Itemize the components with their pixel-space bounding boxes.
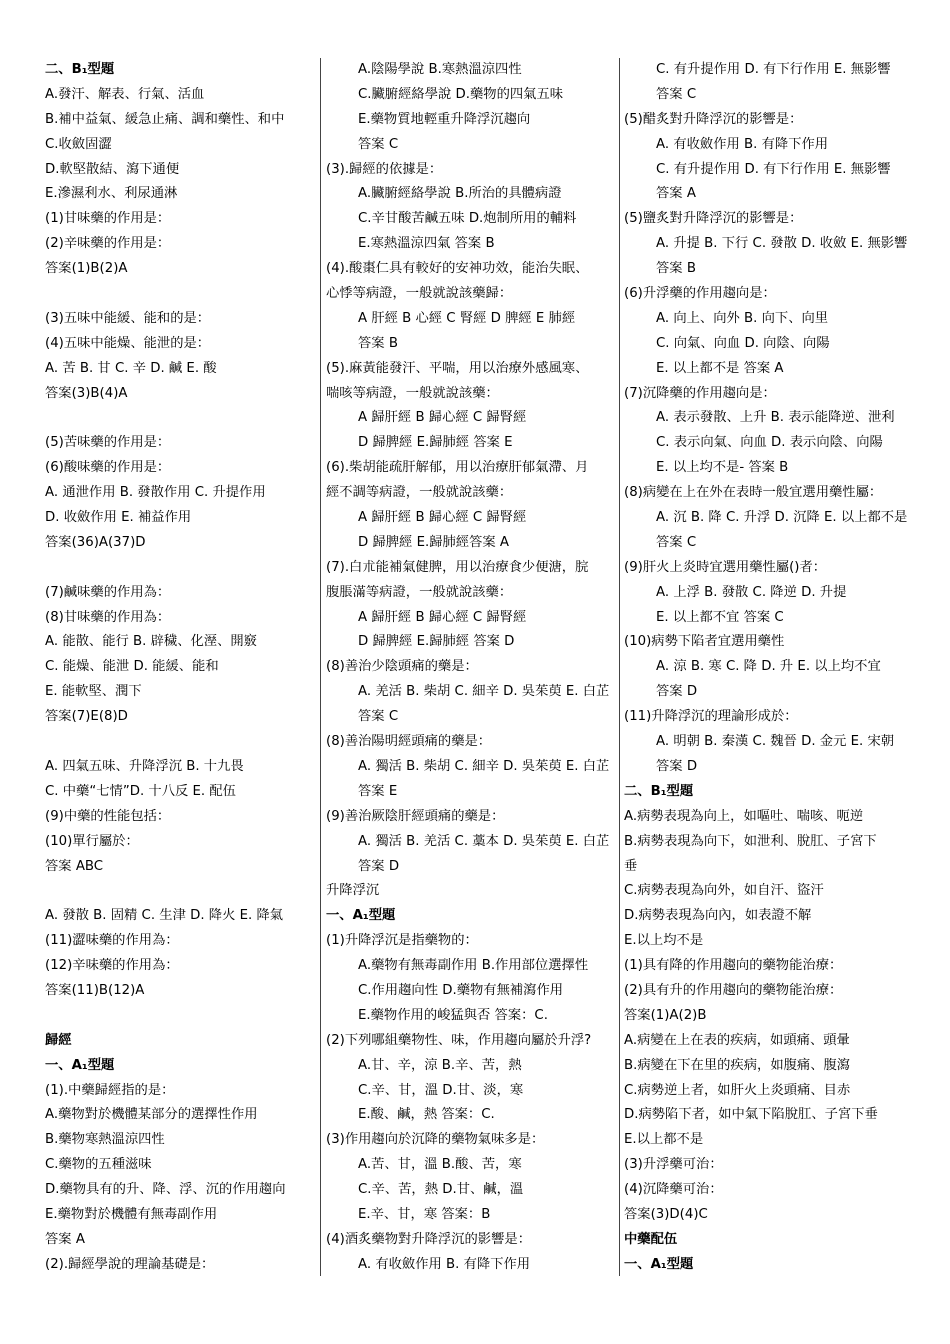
text-line: E.酸、鹹，熱 答案：C. — [358, 1107, 495, 1123]
text-line: E.藥物作用的峻猛與否 答案：C. — [358, 1007, 548, 1023]
text-line: 垂 — [624, 858, 638, 874]
text-line: (2)下列哪組藥物性、味，作用趨向屬於升浮? — [326, 1032, 592, 1048]
text-line: (4).酸棗仁具有較好的安神功效，能治失眠、 — [326, 261, 589, 277]
text-line: 腹脹滿等病證，一般就說該藥： — [326, 584, 513, 600]
text-line: 答案(3)D(4)C — [624, 1206, 708, 1222]
blank-line — [45, 406, 307, 431]
text-line: (7)鹹味藥的作用為： — [45, 584, 171, 600]
text-line: (4)五味中能燥、能泄的是： — [45, 335, 211, 351]
text-line: C.病勢表現為向外，如自汗、盜汗 — [624, 883, 824, 899]
text-line: (12)辛味藥的作用為： — [45, 958, 179, 974]
text-line: (11)升降浮沉的理論形成於： — [624, 709, 798, 725]
text-line: A.臟腑經絡學說 B.所治的具體病證 — [358, 186, 562, 202]
text-line: A. 表示發散、上升 B. 表示能降逆、泄利 — [656, 410, 895, 426]
text-line: A.苦、甘，溫 B.酸、苦，寒 — [358, 1157, 522, 1173]
text-line: (8)甘味藥的作用為： — [45, 609, 171, 625]
column-right — [624, 58, 914, 1278]
text-line: (11)澀味藥的作用為： — [45, 933, 179, 949]
text-line: (9)肝火上炎時宜選用藥性屬()者： — [624, 559, 827, 575]
text-line: E.藥物質地輕重升降浮沉趨向 — [358, 111, 531, 127]
text-line: D.病勢表現為向內，如表證不解 — [624, 908, 812, 924]
text-line: A 歸肝經 B 歸心經 C 歸腎經 — [358, 609, 527, 625]
text-line: C. 能燥、能泄 D. 能緩、能和 — [45, 659, 219, 675]
text-line: 答案 D — [656, 684, 698, 700]
text-line: (1)升降浮沉是指藥物的： — [326, 933, 478, 949]
text-line: D.軟堅散結、瀉下通便 — [45, 161, 180, 177]
column-divider — [619, 58, 620, 1276]
text-line: (7).白朮能補氣健脾，用以治療食少便溏，脘 — [326, 559, 589, 575]
text-line: E.辛、甘，寒 答案：B — [358, 1206, 491, 1222]
text-line: E.以上均不是 — [624, 933, 704, 949]
text-line: 答案(1)B(2)A — [45, 261, 128, 277]
text-line: 二、B₁型題 — [45, 62, 115, 77]
text-line: 喘咳等病證，一般就說該藥： — [326, 385, 499, 401]
text-line: E. 以上都不宜 答案 C — [656, 609, 784, 625]
text-line: A.甘、辛，涼 B.辛、苦，熱 — [358, 1057, 522, 1073]
text-line: A. 向上、向外 B. 向下、向里 — [656, 310, 829, 326]
text-line: B.病勢表現為向下，如泄利、脫肛、子宮下 — [624, 833, 877, 849]
text-line: C.藥物的五種滋味 — [45, 1157, 152, 1173]
text-line: 答案 ABC — [45, 858, 104, 874]
text-line: 一、A₁型題 — [624, 1256, 694, 1272]
column-divider — [320, 58, 321, 1276]
text-line: (2)辛味藥的作用是： — [45, 236, 171, 252]
text-line: (5)醋炙對升降浮沉的影響是： — [624, 111, 803, 127]
text-line: A 歸肝經 B 歸心經 C 歸腎經 — [358, 410, 527, 426]
text-line: B.病變在下在里的疾病，如腹痛、腹瀉 — [624, 1057, 851, 1073]
text-line: 答案 A — [656, 186, 696, 202]
text-line: 答案 D — [656, 758, 698, 774]
text-line: A. 獨活 B. 羌活 C. 藁本 D. 吳茱萸 E. 白芷 — [358, 833, 610, 849]
text-line: 答案 D — [358, 858, 400, 874]
text-line: C.作用趨向性 D.藥物有無補瀉作用 — [358, 982, 564, 998]
text-line: 答案 A — [45, 1231, 85, 1247]
text-line: A. 獨活 B. 柴胡 C. 細辛 D. 吳茱萸 E. 白芷 — [358, 758, 610, 774]
blank-line — [45, 556, 307, 581]
text-line: 答案 B — [656, 261, 696, 277]
text-line: (1)甘味藥的作用是： — [45, 211, 171, 227]
text-line: (3).歸經的依據是： — [326, 161, 443, 177]
text-line: A. 沉 B. 降 C. 升浮 D. 沉降 E. 以上都不是 — [656, 510, 908, 526]
text-line: D.病勢陷下者，如中氣下陷脫肛、子宮下垂 — [624, 1107, 878, 1123]
text-line: C. 有升提作用 D. 有下行作用 E. 無影響 — [656, 62, 891, 77]
text-line: (6).柴胡能疏肝解郁，用以治療肝郁氣滯、月 — [326, 460, 589, 476]
text-line: D 歸脾經 E.歸肺經答案 A — [358, 534, 510, 550]
text-line: B.藥物寒熱溫涼四性 — [45, 1132, 165, 1148]
column-middle — [326, 58, 618, 1278]
text-line: A.發汗、解表、行氣、活血 — [45, 86, 205, 102]
text-line: (2).歸經學說的理論基礎是： — [45, 1256, 215, 1272]
text-line: 答案(36)A(37)D — [45, 534, 146, 550]
text-line: A.病變在上在表的疾病，如頭痛、頭暈 — [624, 1032, 850, 1048]
text-line: 答案 E — [358, 783, 398, 799]
text-line: 經不調等病證，一般就說該藥： — [326, 485, 513, 501]
text-line: A 肝經 B 心經 C 腎經 D 脾經 E 肺經 — [358, 310, 576, 326]
text-line: D 歸脾經 E.歸肺經 答案 D — [358, 634, 515, 650]
text-line: (4)沉降藥可治： — [624, 1182, 723, 1198]
text-line: A.藥物對於機體某部分的選擇性作用 — [45, 1107, 258, 1123]
text-line: E.寒熱溫涼四氣 答案 B — [358, 236, 495, 252]
text-line: 歸經 — [45, 1032, 72, 1048]
text-line: (8)病變在上在外在表時一般宜選用藥性屬： — [624, 485, 883, 501]
text-line: E. 能軟堅、潤下 — [45, 684, 142, 700]
text-line: (6)升浮藥的作用趨向是： — [624, 286, 776, 302]
text-line: 二、B₁型題 — [624, 783, 694, 799]
text-line: (3)五味中能緩、能和的是： — [45, 310, 211, 326]
text-line: E. 以上都不是 答案 A — [656, 360, 784, 376]
text-line: A.病勢表現為向上，如嘔吐、喘咳、呃逆 — [624, 808, 864, 824]
text-line: (4)酒炙藥物對升降浮沉的影響是： — [326, 1231, 531, 1247]
text-line: A. 有收斂作用 B. 有降下作用 — [358, 1256, 531, 1272]
text-line: C. 表示向氣、向血 D. 表示向陰、向陽 — [656, 435, 883, 451]
text-line: E.以上都不是 — [624, 1132, 704, 1148]
text-line: 答案(3)B(4)A — [45, 385, 128, 401]
text-line: (3)作用趨向於沉降的藥物氣味多是： — [326, 1132, 545, 1148]
text-line: A. 苦 B. 甘 C. 辛 D. 鹹 E. 酸 — [45, 360, 217, 376]
text-line: (1).中藥歸經指的是： — [45, 1082, 175, 1098]
text-line: A. 通泄作用 B. 發散作用 C. 升提作用 — [45, 485, 266, 501]
text-line: B.補中益氣、緩急止痛、調和藥性、和中 — [45, 111, 285, 127]
text-line: A. 升提 B. 下行 C. 發散 D. 收斂 E. 無影響 — [656, 236, 908, 252]
blank-line — [45, 879, 307, 904]
text-line: 答案 C — [358, 136, 399, 152]
text-line: E. 以上均不是- 答案 B — [656, 460, 789, 476]
text-line: D.藥物具有的升、降、浮、沉的作用趨向 — [45, 1182, 286, 1198]
text-line: 答案 C — [656, 534, 697, 550]
text-line: (7)沉降藥的作用趨向是： — [624, 385, 776, 401]
text-line: A. 能散、能行 B. 辟穢、化溼、開竅 — [45, 634, 257, 650]
text-line: 升降浮沉 — [326, 883, 380, 899]
text-line: (10)病勢下陷者宜選用藥性 — [624, 634, 785, 650]
text-line: C.辛、甘，溫 D.甘、淡，寒 — [358, 1082, 524, 1098]
text-line: 答案 B — [358, 335, 398, 351]
text-line: (6)酸味藥的作用是： — [45, 460, 171, 476]
text-line: (8)善治陽明經頭痛的藥是： — [326, 734, 492, 750]
text-line: 答案(11)B(12)A — [45, 982, 145, 998]
text-line: A. 羌活 B. 柴胡 C. 細辛 D. 吳茱萸 E. 白芷 — [358, 684, 610, 700]
text-line: C.辛、苦，熱 D.甘、鹹，溫 — [358, 1182, 524, 1198]
text-line: A. 有收斂作用 B. 有降下作用 — [656, 136, 829, 152]
text-line: A. 四氣五味、升降浮沉 B. 十九畏 — [45, 758, 244, 774]
blank-line — [45, 282, 307, 307]
text-line: E.藥物對於機體有無毒副作用 — [45, 1206, 218, 1222]
text-line: (5)苦味藥的作用是： — [45, 435, 171, 451]
text-line: 答案 C — [358, 709, 399, 725]
column-left — [45, 58, 307, 1278]
text-line: D 歸脾經 E.歸肺經 答案 E — [358, 435, 513, 451]
text-line: A.陰陽學說 B.寒熱溫涼四性 — [358, 62, 522, 77]
text-line: C.收斂固澀 — [45, 136, 112, 152]
text-line: 答案(1)A(2)B — [624, 1007, 707, 1023]
text-line: D. 收斂作用 E. 補益作用 — [45, 510, 192, 526]
text-line: E.滲濕利水、利尿通淋 — [45, 186, 178, 202]
text-line: 答案(7)E(8)D — [45, 709, 128, 725]
text-line: (2)具有升的作用趨向的藥物能治療： — [624, 982, 843, 998]
text-line: A. 上浮 B. 發散 C. 降逆 D. 升提 — [656, 584, 847, 600]
text-line: (3)升浮藥可治： — [624, 1157, 723, 1173]
text-line: (9)善治厥陰肝經頭痛的藥是： — [326, 808, 505, 824]
text-line: (5).麻黃能發汗、平喘，用以治療外感風寒、 — [326, 360, 589, 376]
text-line: C. 中藥“七情”D. 十八反 E. 配伍 — [45, 783, 236, 799]
blank-line — [45, 1004, 307, 1029]
text-line: (9)中藥的性能包括： — [45, 808, 171, 824]
text-line: 中藥配伍 — [624, 1231, 678, 1247]
text-line: 心悸等病證，一般就說該藥歸： — [326, 286, 513, 302]
text-line: (5)鹽炙對升降浮沉的影響是： — [624, 211, 803, 227]
text-line: C.臟腑經絡學說 D.藥物的四氣五味 — [358, 86, 564, 102]
text-line: A. 明朝 B. 秦漢 C. 魏晉 D. 金元 E. 宋朝 — [656, 734, 895, 750]
text-line: 一、A₁型題 — [326, 908, 396, 924]
text-line: C.病勢逆上者，如肝火上炎頭痛、目赤 — [624, 1082, 851, 1098]
text-line: A. 涼 B. 寒 C. 降 D. 升 E. 以上均不宜 — [656, 659, 881, 675]
text-line: C.辛甘酸苦鹹五味 D.炮制所用的輔料 — [358, 211, 577, 227]
text-line: A 歸肝經 B 歸心經 C 歸腎經 — [358, 510, 527, 526]
text-line: A.藥物有無毒副作用 B.作用部位選擇性 — [358, 958, 589, 974]
text-line: 答案 C — [656, 86, 697, 102]
blank-line — [45, 730, 307, 755]
text-line: (8)善治少陰頭痛的藥是： — [326, 659, 478, 675]
text-line: (1)具有降的作用趨向的藥物能治療： — [624, 958, 843, 974]
text-line: (10)單行屬於： — [45, 833, 139, 849]
text-line: 一、A₁型題 — [45, 1057, 115, 1073]
text-line: A. 發散 B. 固精 C. 生津 D. 降火 E. 降氣 — [45, 908, 284, 924]
text-line: C. 有升提作用 D. 有下行作用 E. 無影響 — [656, 161, 891, 177]
text-line: C. 向氣、向血 D. 向陰、向陽 — [656, 335, 830, 351]
